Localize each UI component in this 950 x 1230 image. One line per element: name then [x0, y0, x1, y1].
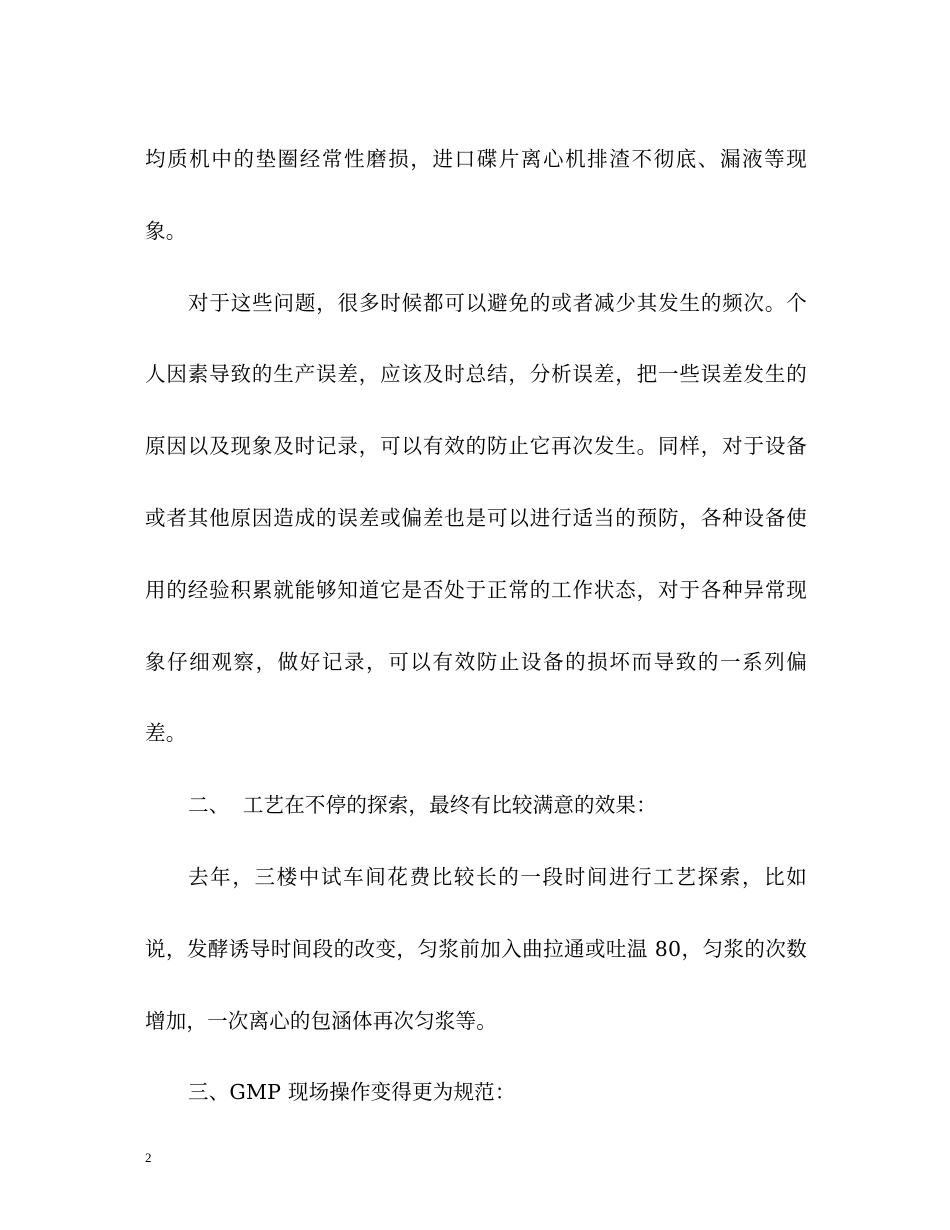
paragraph-error-prevention: 对于这些问题，很多时候都可以避免的或者减少其发生的频次。个人因素导致的生产误差，应该及时总结，分析误差，把一些误差发生的原因以及现象及时记录，可以有效的防止它再次发生。同样，对于设备或者其他原因造成的误差或偏差也是可以进行适当的预防，各种设备使用的经验积累就能够知道它是否处于正常的工作状态，对于各种异常现象仔细观察，做好记录，可以有效防止设备的损坏而导致的一系列偏差。: [145, 290, 807, 746]
page-number: 2: [145, 1150, 152, 1165]
section-heading-gmp: 三、GMP 现场操作变得更为规范：: [188, 1080, 516, 1105]
paragraph-process-exploration: 去年，三楼中试车间花费比较长的一段时间进行工艺探索，比如说，发酵诱导时间段的改变，匀浆前加入曲拉通或吐温 80，匀浆的次数增加，一次离心的包涵体再次匀浆等。: [145, 864, 807, 1033]
section-heading-process: 二、 工艺在不停的探索，最终有比较满意的效果：: [188, 793, 657, 818]
paragraph-equipment-issues: 均质机中的垫圈经常性磨损，进口碟片离心机排渣不彻底、漏液等现象。: [145, 147, 807, 243]
page-body: [145, 124, 807, 1129]
